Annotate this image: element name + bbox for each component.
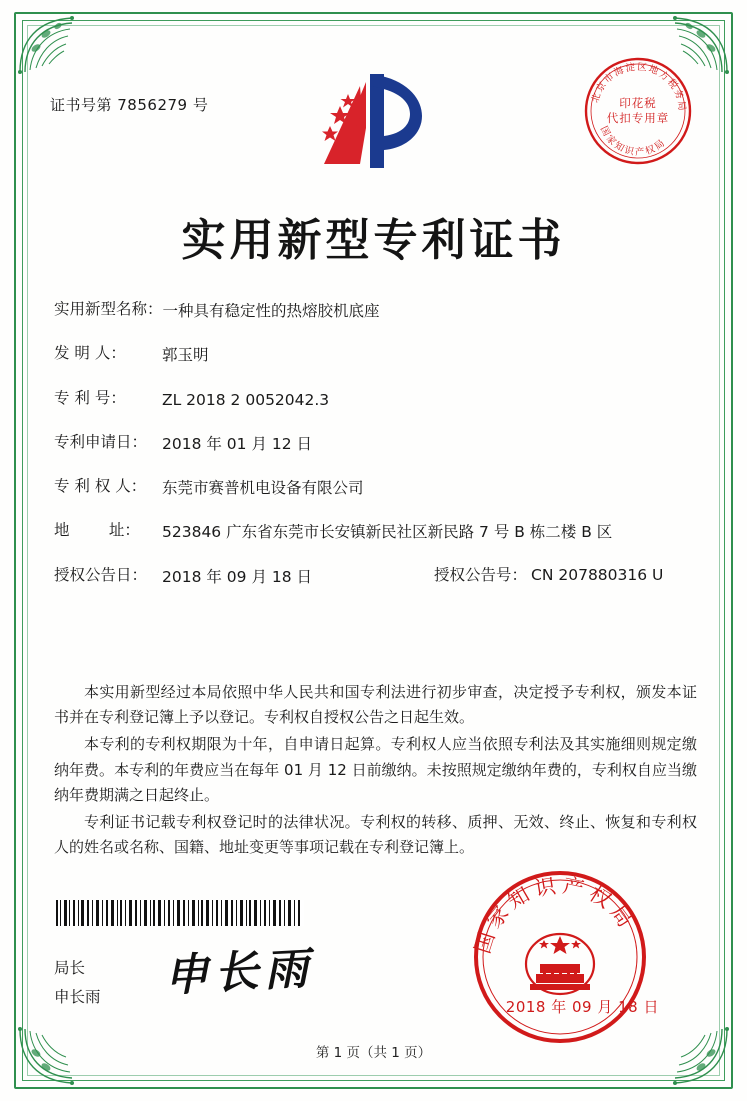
svg-text:代扣专用章: 代扣专用章 xyxy=(606,111,670,125)
field-label: 专利申请日： xyxy=(54,432,148,451)
field-value: 郭玉明 xyxy=(162,346,209,365)
signature-role: 局长 xyxy=(54,959,86,977)
body-text xyxy=(54,680,697,862)
field-value: 东莞市赛普机电设备有限公司 xyxy=(162,479,364,497)
fields-list xyxy=(54,302,701,612)
field-patent-number xyxy=(54,388,701,412)
field-label: 地 址： xyxy=(54,521,140,540)
field-value: CN 207880316 U xyxy=(531,565,664,584)
grant-announcement-number xyxy=(434,565,664,584)
field-value: 2018 年 01 月 12 日 xyxy=(162,434,313,453)
svg-text:印花税: 印花税 xyxy=(619,96,657,110)
field-value: 523846 广东省东莞市长安镇新民社区新民路 7 号 B 栋二楼 B 区 xyxy=(162,523,613,542)
field-label: 实用新型名称： xyxy=(54,300,163,318)
field-label: 授权公告号： xyxy=(434,565,528,584)
signature-name: 申长雨 xyxy=(54,988,101,1007)
field-value: 一种具有稳定性的热熔胶机底座 xyxy=(162,302,380,320)
field-value: 2018 年 09 月 18 日 xyxy=(162,567,313,586)
patent-office-logo-icon xyxy=(310,68,438,176)
field-value: ZL 2018 2 0052042.3 xyxy=(162,390,330,409)
field-grant-announcement xyxy=(54,565,701,589)
paragraph: 本实用新型经过本局依照中华人民共和国专利法进行初步审查，决定授予专利权，颁发本证书并在专利登记簿上予以登记。专利权自授权公告之日起生效。 xyxy=(54,683,697,727)
seal-date: 2018 年 09 月 18 日 xyxy=(505,998,659,1016)
field-label: 专 利 号： xyxy=(54,388,126,407)
svg-text:国家知识产权局: 国家知识产权局 xyxy=(597,124,669,159)
paragraph: 本专利的专利权期限为十年，自申请日起算。专利权人应当依照专利法及其实施细则规定缴纳年费。本专利的年费应当在每年 01 月 12 日前缴纳。未按照规定缴纳年费的，专利权自应当缴纳年费期满之日起终止。 xyxy=(54,735,697,804)
handwritten-signature: 申长雨 xyxy=(163,944,316,1001)
page-footer: 第 1 页（共 1 页） xyxy=(315,1045,432,1061)
field-label: 发 明 人： xyxy=(54,344,126,363)
certificate-content xyxy=(46,44,701,1061)
svg-text:北京市海淀区地方税务局: 北京市海淀区地方税务局 xyxy=(589,61,688,113)
official-seal xyxy=(467,864,653,1050)
field-invention-name xyxy=(54,302,701,323)
field-application-date xyxy=(54,432,701,456)
page-title: 实用新型专利证书 xyxy=(181,215,566,266)
barcode xyxy=(54,900,304,926)
certificate-number: 证书号第 7856279 号 xyxy=(50,96,209,114)
field-patentee xyxy=(54,479,701,500)
field-label: 专 利 权 人： xyxy=(54,477,147,495)
tax-stamp-seal xyxy=(581,54,695,168)
svg-text:国家知识产权局: 国家知识产权局 xyxy=(470,873,641,957)
field-address xyxy=(54,523,701,544)
field-inventor xyxy=(54,346,701,367)
signature-block xyxy=(54,954,101,1013)
paragraph: 专利证书记载专利权登记时的法律状况。专利权的转移、质押、无效、终止、恢复和专利权人的姓名或名称、国籍、地址变更等事项记载在专利登记簿上。 xyxy=(54,812,697,857)
field-label: 授权公告日： xyxy=(54,565,148,584)
